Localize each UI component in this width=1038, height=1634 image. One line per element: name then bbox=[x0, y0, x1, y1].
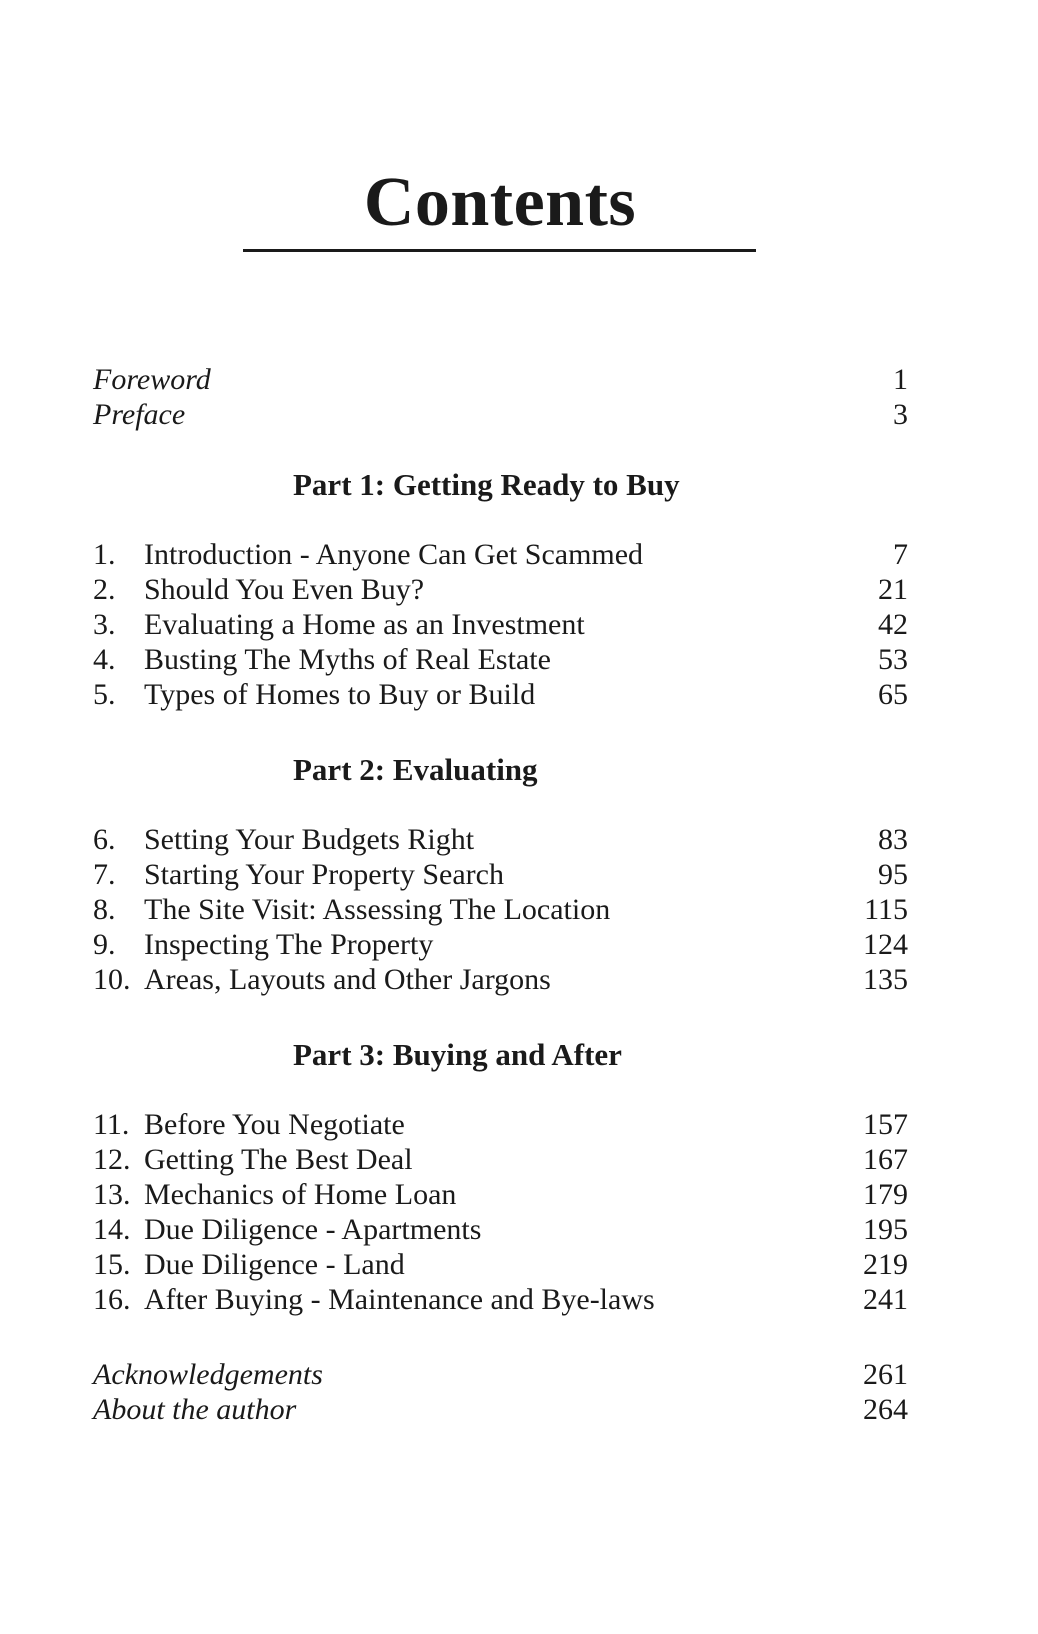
toc-chapter-1[interactable] bbox=[93, 537, 908, 573]
toc-entry-page: 1 bbox=[893, 363, 908, 396]
toc-chapter-15[interactable] bbox=[93, 1247, 908, 1283]
chapter-title: Getting The Best Deal bbox=[144, 1143, 413, 1176]
toc-chapter-4[interactable] bbox=[93, 642, 908, 678]
toc-entry-about-the-author[interactable] bbox=[93, 1392, 908, 1428]
toc-entry-page: 264 bbox=[863, 1393, 908, 1426]
part-2-heading: Part 2: Evaluating bbox=[293, 752, 538, 787]
chapter-number: 8. bbox=[93, 893, 116, 926]
chapter-number: 3. bbox=[93, 608, 116, 641]
toc-entry-foreword[interactable] bbox=[93, 362, 908, 398]
toc-entry-label: Acknowledgements bbox=[93, 1358, 323, 1391]
toc-entry-page: 261 bbox=[863, 1358, 908, 1391]
chapter-number: 4. bbox=[93, 643, 116, 676]
chapter-page: 157 bbox=[863, 1108, 908, 1141]
chapter-page: 179 bbox=[863, 1178, 908, 1211]
chapter-page: 115 bbox=[864, 893, 908, 926]
page-title: Contents bbox=[363, 164, 637, 241]
chapter-number: 14. bbox=[93, 1213, 131, 1246]
chapter-page: 83 bbox=[878, 823, 908, 856]
chapter-title: Should You Even Buy? bbox=[144, 573, 425, 606]
chapter-title: Areas, Layouts and Other Jargons bbox=[144, 963, 551, 996]
chapter-page: 65 bbox=[878, 678, 908, 711]
chapter-page: 7 bbox=[893, 538, 908, 571]
toc-chapter-12[interactable] bbox=[93, 1142, 908, 1178]
chapter-page: 195 bbox=[863, 1213, 908, 1246]
toc-chapter-11[interactable] bbox=[93, 1107, 908, 1143]
chapter-page: 53 bbox=[878, 643, 908, 676]
toc-entry-acknowledgements[interactable] bbox=[93, 1357, 908, 1393]
toc-chapter-9[interactable] bbox=[93, 927, 908, 963]
chapter-number: 1. bbox=[93, 538, 116, 571]
part-1-heading: Part 1: Getting Ready to Buy bbox=[293, 467, 680, 502]
part-3-heading: Part 3: Buying and After bbox=[293, 1037, 622, 1072]
chapter-title: The Site Visit: Assessing The Location bbox=[144, 893, 611, 926]
toc-chapter-14[interactable] bbox=[93, 1212, 908, 1248]
chapter-number: 10. bbox=[93, 963, 131, 996]
chapter-title: Due Diligence - Land bbox=[144, 1248, 405, 1281]
chapter-number: 16. bbox=[93, 1283, 131, 1316]
toc-entry-page: 3 bbox=[893, 398, 908, 431]
toc-chapter-10[interactable] bbox=[93, 962, 908, 998]
chapter-title: Introduction - Anyone Can Get Scammed bbox=[144, 538, 644, 571]
toc-chapter-6[interactable] bbox=[93, 822, 908, 858]
chapter-title: Busting The Myths of Real Estate bbox=[144, 643, 551, 676]
chapter-page: 135 bbox=[863, 963, 908, 996]
chapter-page: 167 bbox=[863, 1143, 908, 1176]
chapter-number: 15. bbox=[93, 1248, 131, 1281]
chapter-page: 219 bbox=[863, 1248, 908, 1281]
toc-entry-preface[interactable] bbox=[93, 397, 908, 433]
chapter-page: 21 bbox=[878, 573, 908, 606]
chapter-title: Due Diligence - Apartments bbox=[144, 1213, 482, 1246]
chapter-number: 6. bbox=[93, 823, 116, 856]
chapter-title: Inspecting The Property bbox=[144, 928, 434, 961]
chapter-page: 124 bbox=[863, 928, 908, 961]
chapter-number: 5. bbox=[93, 678, 116, 711]
toc-entry-label: About the author bbox=[93, 1393, 297, 1426]
chapter-number: 13. bbox=[93, 1178, 131, 1211]
toc-entry-label: Preface bbox=[93, 398, 186, 431]
toc-chapter-13[interactable] bbox=[93, 1177, 908, 1213]
chapter-number: 7. bbox=[93, 858, 116, 891]
chapter-number: 12. bbox=[93, 1143, 131, 1176]
chapter-number: 11. bbox=[93, 1108, 130, 1141]
chapter-title: Before You Negotiate bbox=[144, 1108, 405, 1141]
title-underline bbox=[243, 249, 756, 252]
chapter-page: 42 bbox=[878, 608, 908, 641]
chapter-title: Starting Your Property Search bbox=[144, 858, 504, 891]
toc-chapter-16[interactable] bbox=[93, 1282, 908, 1318]
chapter-title: Types of Homes to Buy or Build bbox=[144, 678, 536, 711]
chapter-number: 9. bbox=[93, 928, 116, 961]
chapter-title: Setting Your Budgets Right bbox=[144, 823, 475, 856]
toc-chapter-7[interactable] bbox=[93, 857, 908, 893]
chapter-page: 95 bbox=[878, 858, 908, 891]
chapter-page: 241 bbox=[863, 1283, 908, 1316]
toc-chapter-2[interactable] bbox=[93, 572, 908, 608]
toc-chapter-3[interactable] bbox=[93, 607, 908, 643]
toc-chapter-8[interactable] bbox=[93, 892, 908, 928]
chapter-number: 2. bbox=[93, 573, 116, 606]
chapter-title: After Buying - Maintenance and Bye-laws bbox=[144, 1283, 655, 1316]
toc-chapter-5[interactable] bbox=[93, 677, 908, 713]
chapter-title: Mechanics of Home Loan bbox=[144, 1178, 457, 1211]
chapter-title: Evaluating a Home as an Investment bbox=[144, 608, 585, 641]
toc-entry-label: Foreword bbox=[93, 363, 211, 396]
